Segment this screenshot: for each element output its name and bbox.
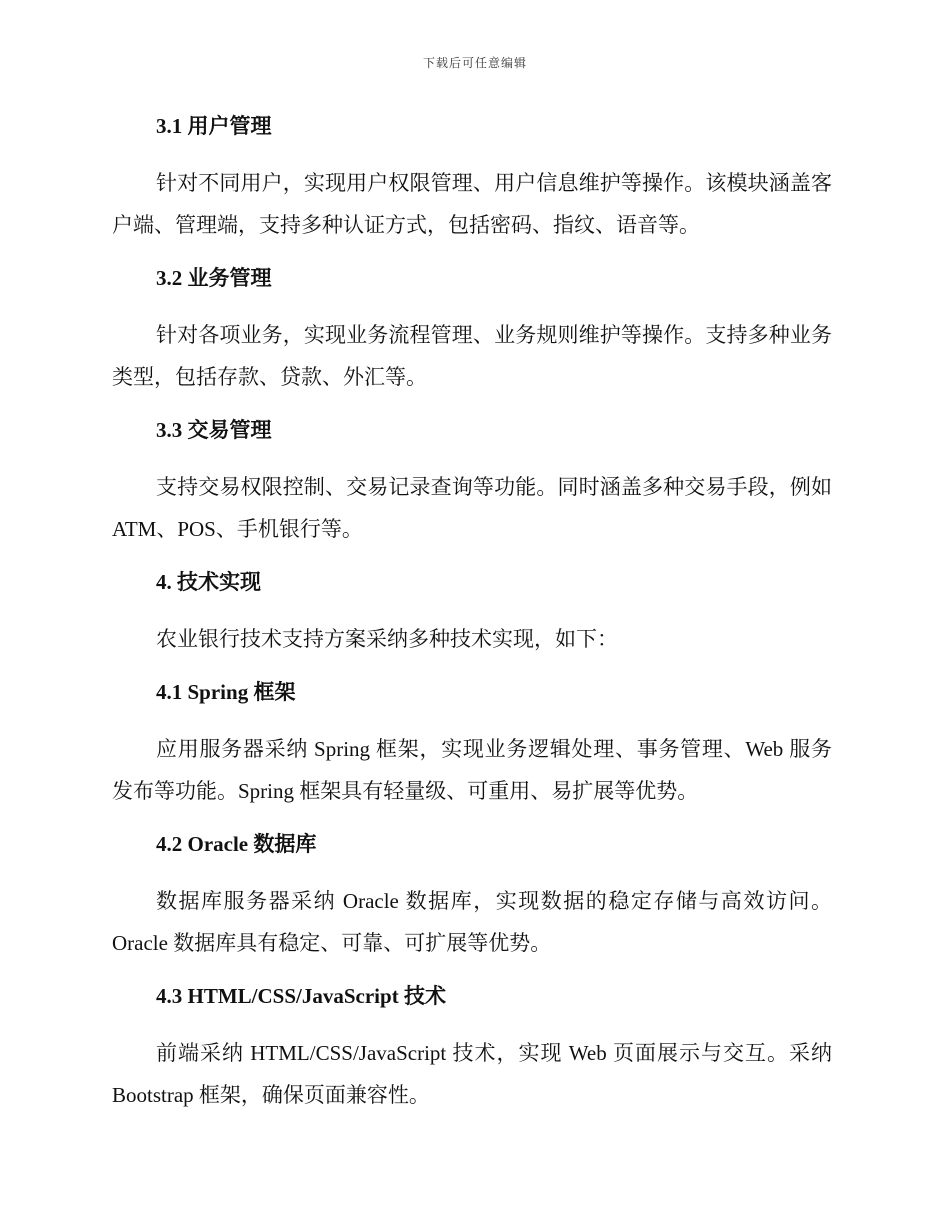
- section-heading: 4.1 Spring 框架: [156, 680, 296, 704]
- section-4-1: [112, 674, 832, 826]
- section-4: [112, 564, 832, 674]
- section-4-3: [112, 978, 832, 1116]
- section-4-2: [112, 826, 832, 978]
- section-paragraph: 前端采纳 HTML/CSS/JavaScript 技术，实现 Web 页面展示与交互。采纳 Bootstrap 框架，确保页面兼容性。: [112, 1041, 832, 1107]
- section-paragraph: 针对各项业务，实现业务流程管理、业务规则维护等操作。支持多种业务类型，包括存款、贷款、外汇等。: [112, 323, 832, 389]
- document-body: [112, 108, 832, 1116]
- section-paragraph: 应用服务器采纳 Spring 框架，实现业务逻辑处理、事务管理、Web 服务发布等功能。Spring 框架具有轻量级、可重用、易扩展等优势。: [112, 737, 832, 803]
- section-paragraph: 农业银行技术支持方案采纳多种技术实现，如下：: [156, 627, 618, 651]
- section-heading: 3.3 交易管理: [156, 418, 272, 442]
- page-header: 下载后可任意编辑: [422, 56, 527, 70]
- section-heading: 4. 技术实现: [156, 570, 261, 594]
- section-heading: 4.3 HTML/CSS/JavaScript 技术: [156, 984, 446, 1008]
- section-heading: 4.2 Oracle 数据库: [156, 832, 317, 856]
- section-3-3: [112, 412, 832, 564]
- section-paragraph: 支持交易权限控制、交易记录查询等功能。同时涵盖多种交易手段，例如 ATM、POS、手机银行等。: [112, 475, 832, 541]
- section-paragraph: 针对不同用户，实现用户权限管理、用户信息维护等操作。该模块涵盖客户端、管理端，支持多种认证方式，包括密码、指纹、语音等。: [112, 171, 832, 237]
- section-heading: 3.2 业务管理: [156, 266, 272, 290]
- section-heading: 3.1 用户管理: [156, 114, 272, 138]
- section-3-2: [112, 260, 832, 412]
- section-3-1: [112, 108, 832, 260]
- section-paragraph: 数据库服务器采纳 Oracle 数据库，实现数据的稳定存储与高效访问。Oracle 数据库具有稳定、可靠、可扩展等优势。: [112, 889, 832, 955]
